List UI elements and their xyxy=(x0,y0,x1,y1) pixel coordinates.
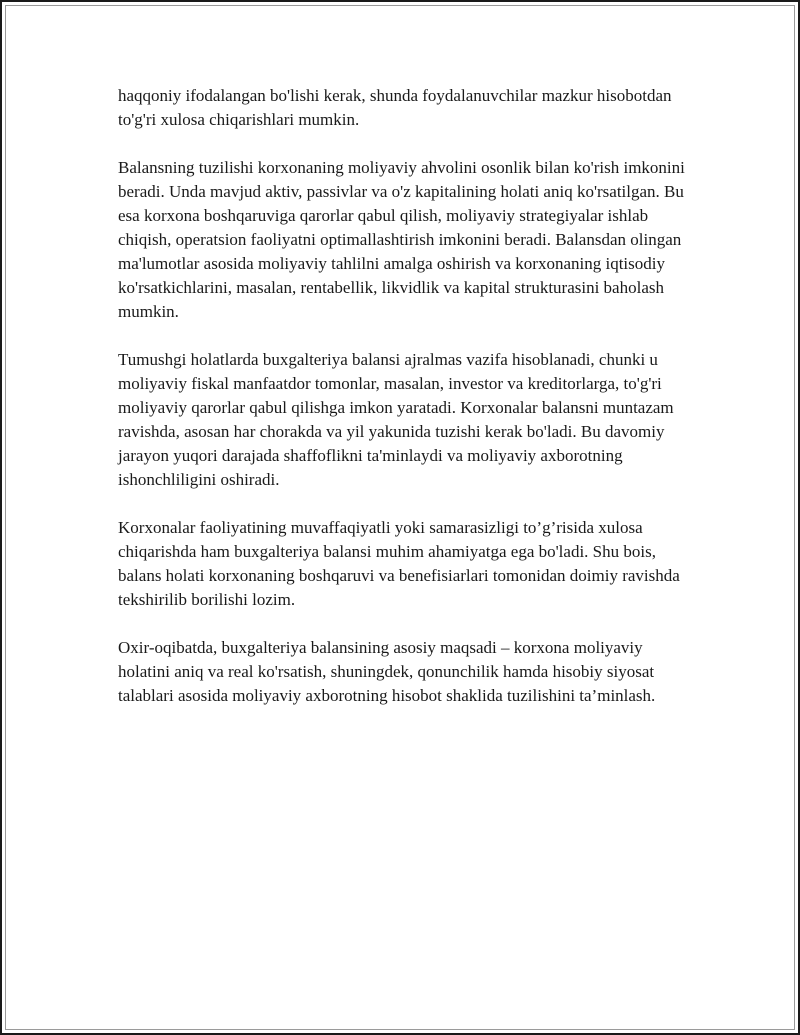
paragraph-5: Oxir-oqibatda, buxgalteriya balansining asosiy maqsadi – korxona moliyaviy holatini aniq va real ko'rsatish, shuningdek, qonunchilik hamda hisobiy siyosat talablari asosida moliyaviy axborotning hisobot shaklida tuzilishini ta’minlash. xyxy=(118,638,656,705)
paragraph-4: Korxonalar faoliyatining muvaffaqiyatli yoki samarasizligi to’g’risida xulosa chiqarishda ham buxgalteriya balansi muhim ahamiyatga ega bo'ladi. Shu bois, balans holati korxonaning boshqaruvi va benefisiarlari tomonidan doimiy ravishda tekshirilib borilishi lozim. xyxy=(118,518,680,609)
paragraph-3: Tumushgi holatlarda buxgalteriya balansi ajralmas vazifa hisoblanadi, chunki u moliyaviy fiskal manfaatdor tomonlar, masalan, investor va kreditorlarga, to'g'ri moliyaviy qarorlar qabul qilishga imkon yaratadi. Korxonalar balansni muntazam ravishda, asosan har chorakda va yil yakunida tuzishi kerak bo'ladi. Bu davomiy jarayon yuqori darajada shaffoflikni ta'minlaydi va moliyaviy axborotning ishonchliligini oshiradi. xyxy=(118,350,674,489)
paragraph-2: Balansning tuzilishi korxonaning moliyaviy ahvolini osonlik bilan ko'rish imkonini beradi. Unda mavjud aktiv, passivlar va o'z kapitalining holati aniq ko'rsatilgan. Bu esa korxona boshqaruviga qarorlar qabul qilish, moliyaviy strategiyalar ishlab chiqish, operatsion faoliyatni optimallashtirish imkonini beradi. Balansdan olingan ma'lumotlar asosida moliyaviy tahlilni amalga oshirish va korxonaning iqtisodiy ko'rsatkichlarini, masalan, rentabellik, likvidlik va kapital strukturasini baholash mumkin. xyxy=(118,158,685,321)
paragraph-1: haqqoniy ifodalangan bo'lishi kerak, shunda foydalanuvchilar mazkur hisobotdan to'g'ri xulosa chiqarishlari mumkin. xyxy=(118,86,672,129)
